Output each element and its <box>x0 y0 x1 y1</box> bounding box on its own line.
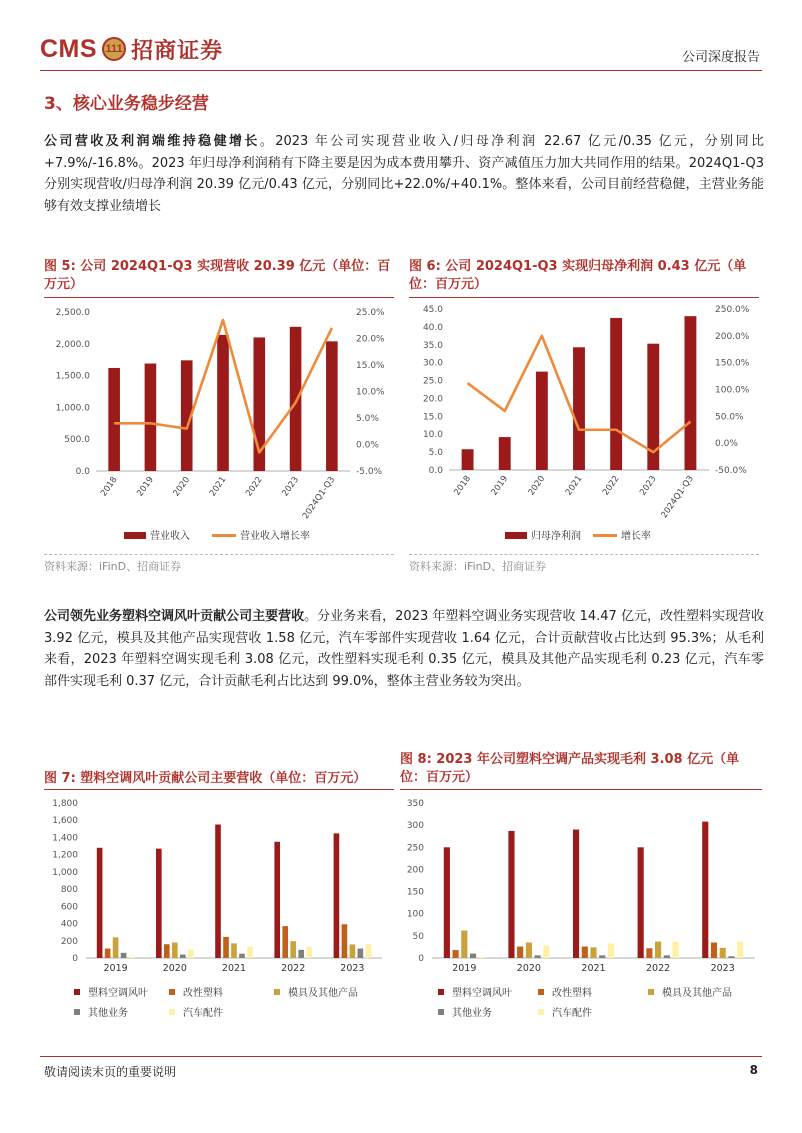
bar <box>188 949 194 958</box>
bar <box>479 957 485 958</box>
y-tick-label: 1,600 <box>52 816 78 827</box>
y-right-tick-label: 0.0% <box>356 440 379 451</box>
y-tick-label: 400 <box>60 919 78 930</box>
bar <box>290 327 302 471</box>
legend-label: 其他业务 <box>452 1008 492 1019</box>
x-tick-label: 2023 <box>710 963 735 974</box>
x-tick-label: 2023 <box>638 473 659 498</box>
bar <box>543 946 549 958</box>
y-right-tick-label: 20.0% <box>356 334 385 345</box>
x-tick-label: 2020 <box>516 963 541 974</box>
x-tick-label: 2021 <box>221 963 247 974</box>
x-tick-label: 2021 <box>207 474 229 499</box>
y-left-tick-label: 20.0 <box>422 394 443 405</box>
y-right-tick-label: 0.0% <box>715 439 738 450</box>
y-left-tick-label: 0.0 <box>428 466 443 476</box>
bar <box>461 931 467 958</box>
x-tick-label: 2024Q1-Q3 <box>300 474 338 522</box>
bar <box>282 926 288 958</box>
bar <box>366 944 372 958</box>
y-tick-label: 0 <box>72 954 78 964</box>
bar <box>298 950 304 958</box>
y-left-tick-label: 45.0 <box>422 305 443 315</box>
x-tick-label: 2022 <box>244 474 265 499</box>
bar <box>113 937 119 958</box>
y-tick-label: 0 <box>418 954 424 964</box>
figure-6-dashed-rule <box>409 554 759 555</box>
legend-swatch <box>169 1009 175 1015</box>
bar <box>508 831 514 958</box>
bar <box>247 947 253 958</box>
logo-text: CMS <box>40 34 98 63</box>
bar <box>350 944 356 958</box>
figure-5-title: 图 5: 公司 2024Q1-Q3 实现营收 20.39 亿元（单位：百万元） <box>44 259 391 292</box>
x-tick-label: 2020 <box>526 473 548 498</box>
x-tick-label: 2020 <box>171 474 193 499</box>
y-left-tick-label: 30.0 <box>422 358 443 369</box>
y-right-tick-label: 150.0% <box>715 358 750 369</box>
legend-swatch <box>274 989 280 995</box>
section-title: 3、核心业务稳步经营 <box>44 94 209 114</box>
bar <box>453 950 459 958</box>
bar <box>728 956 734 958</box>
y-right-tick-label: 25.0% <box>356 308 385 318</box>
chart-fig5 <box>44 300 394 550</box>
y-left-tick-label: 1,000.0 <box>55 403 90 414</box>
y-left-tick-label: 35.0 <box>422 340 443 351</box>
bar <box>573 347 585 470</box>
bar <box>306 947 312 958</box>
y-right-tick-label: 5.0% <box>356 414 379 424</box>
bar <box>470 954 476 958</box>
bar <box>156 849 162 958</box>
figure-7-title: 图 7: 塑料空调风叶贡献公司主要营收（单位：百万元） <box>44 771 367 786</box>
bar <box>105 949 111 958</box>
bar <box>215 825 221 958</box>
figure-5-source: 资料来源：iFinD、招商证券 <box>44 560 182 573</box>
y-tick-label: 1,000 <box>52 867 78 878</box>
bar <box>608 943 614 958</box>
y-tick-label: 250 <box>406 843 424 854</box>
logo-badge-icon: 111 <box>102 37 126 61</box>
x-tick-label: 2019 <box>452 963 477 974</box>
y-left-tick-label: 5.0 <box>428 448 443 459</box>
figure-5-dashed-rule <box>44 554 394 555</box>
bar <box>145 364 157 471</box>
x-tick-label: 2023 <box>340 963 365 974</box>
bar <box>684 316 696 470</box>
legend-swatch-bar <box>124 532 146 539</box>
paragraph-lead: 公司营收及利润端维持稳健增长 <box>44 134 260 149</box>
x-tick-label: 2019 <box>103 963 128 974</box>
bar <box>610 318 622 470</box>
paragraph-business-segments <box>44 606 764 692</box>
bar <box>638 847 644 958</box>
bar <box>655 942 661 958</box>
figure-5-rule <box>44 297 394 298</box>
bar <box>239 954 245 958</box>
bar <box>720 948 726 958</box>
y-tick-label: 1,800 <box>52 799 78 809</box>
legend-label: 汽车配件 <box>183 1008 223 1019</box>
figure-8-title: 图 8: 2023 年公司塑料空调产品实现毛利 3.08 亿元（单位：百万元） <box>400 752 740 785</box>
bar <box>711 943 717 959</box>
legend-label: 营业收入 <box>150 531 190 542</box>
bar <box>646 948 652 958</box>
bar <box>702 822 708 958</box>
chart-fig7 <box>44 792 394 1027</box>
x-tick-label: 2018 <box>98 474 120 499</box>
legend-swatch-bar <box>505 532 527 539</box>
y-right-tick-label: 50.0% <box>715 412 744 423</box>
legend-label: 塑料空调风叶 <box>452 988 512 999</box>
y-left-tick-label: 0.0 <box>75 467 90 477</box>
legend-label: 改性塑料 <box>183 988 223 999</box>
y-left-tick-label: 40.0 <box>422 322 443 333</box>
y-left-tick-label: 500.0 <box>64 435 90 446</box>
x-tick-label: 2022 <box>281 963 306 974</box>
paragraph-revenue-profit <box>44 131 764 217</box>
cms-logo <box>40 32 223 66</box>
bar <box>462 449 474 470</box>
figure-6-title: 图 6: 公司 2024Q1-Q3 实现归母净利润 0.43 亿元（单位：百万元） <box>409 259 747 292</box>
legend-swatch <box>74 1009 80 1015</box>
legend-label: 模具及其他产品 <box>288 988 358 999</box>
header-divider <box>40 70 762 71</box>
paragraph-lead: 公司领先业务塑料空调风叶贡献公司主要营收 <box>44 609 305 624</box>
bar <box>573 830 579 958</box>
bar <box>129 957 135 958</box>
legend-swatch <box>538 989 544 995</box>
bar <box>97 848 103 958</box>
bar <box>164 944 170 958</box>
y-right-tick-label: 250.0% <box>715 305 750 315</box>
x-tick-label: 2021 <box>581 963 606 974</box>
bar <box>582 946 588 958</box>
bar <box>358 949 364 958</box>
bar <box>231 943 237 958</box>
legend-swatch <box>438 1009 444 1015</box>
legend-label: 其他业务 <box>88 1008 128 1019</box>
legend-label: 模具及其他产品 <box>662 988 732 999</box>
legend-label: 塑料空调风叶 <box>88 988 148 999</box>
y-tick-label: 1,400 <box>52 833 78 844</box>
bar <box>121 953 127 958</box>
bar <box>108 368 120 471</box>
y-right-tick-label: 200.0% <box>715 331 750 342</box>
y-tick-label: 300 <box>406 821 424 832</box>
bar <box>326 341 338 471</box>
bar <box>672 942 678 958</box>
x-tick-label: 2020 <box>162 963 187 974</box>
x-tick-label: 2021 <box>563 473 585 498</box>
figure-8-rule <box>400 789 762 790</box>
footer-note: 敬请阅读末页的重要说明 <box>44 1065 177 1079</box>
y-tick-label: 800 <box>60 885 78 896</box>
y-left-tick-label: 2,000.0 <box>55 339 90 350</box>
page-number: 8 <box>749 1063 758 1077</box>
bar <box>217 335 229 471</box>
bar <box>737 942 743 958</box>
legend-label: 归母净利润 <box>531 531 581 542</box>
figure-7-rule <box>44 789 394 790</box>
footer-divider <box>40 1056 762 1057</box>
legend-swatch <box>438 989 444 995</box>
bar <box>590 947 596 958</box>
legend-swatch <box>538 1009 544 1015</box>
bar <box>223 937 229 958</box>
legend-label: 改性塑料 <box>552 988 592 999</box>
y-right-tick-label: -50.0% <box>715 466 747 476</box>
legend-swatch <box>648 989 654 995</box>
x-tick-label: 2022 <box>600 473 622 498</box>
bar <box>172 943 178 959</box>
x-tick-label: 2018 <box>452 473 474 498</box>
y-left-tick-label: 15.0 <box>422 412 443 423</box>
bar <box>535 955 541 958</box>
bar <box>664 955 670 958</box>
legend-label: 汽车配件 <box>552 1008 592 1019</box>
y-left-tick-label: 10.0 <box>422 430 443 441</box>
y-tick-label: 600 <box>60 902 78 913</box>
y-tick-label: 1,200 <box>52 850 78 861</box>
y-tick-label: 50 <box>412 931 424 942</box>
bar <box>599 955 605 958</box>
x-tick-label: 2019 <box>489 473 511 498</box>
chart-fig6 <box>409 300 759 550</box>
bar <box>342 924 348 958</box>
y-tick-label: 100 <box>406 909 424 920</box>
bar <box>334 833 340 958</box>
y-tick-label: 350 <box>406 799 424 809</box>
y-right-tick-label: 10.0% <box>356 387 385 398</box>
bar <box>180 955 186 958</box>
legend-label: 营业收入增长率 <box>240 531 310 542</box>
legend-swatch <box>169 989 175 995</box>
y-right-tick-label: -5.0% <box>356 467 383 477</box>
x-tick-label: 2023 <box>280 474 302 499</box>
x-tick-label: 2022 <box>646 963 671 974</box>
figure-6-rule <box>409 297 759 298</box>
y-tick-label: 150 <box>406 887 424 898</box>
legend-swatch <box>74 989 80 995</box>
y-left-tick-label: 1,500.0 <box>55 371 90 382</box>
bar <box>536 372 548 470</box>
bar <box>274 842 280 958</box>
report-type: 公司深度报告 <box>681 50 760 65</box>
y-tick-label: 200 <box>406 865 424 876</box>
paragraph-body: 。2023 年公司实现营业收入/归母净利润 22.67 亿元/0.35 亿元，分别同比+7.9%/-16.8%。2023 年归母净利润稍有下降主要是因为成本费用攀升、资产减值压力加大共同作用的结果。2024Q1-Q3 分别实现营收/归母净利润 20.39 亿元/0.43 亿元，分别同比+22.0%/+40.1%。整体来看，公司目前经营稳健，主营业务能够有效支撑业绩增长 <box>44 134 764 214</box>
x-tick-label: 2024Q1-Q3 <box>659 473 696 521</box>
y-right-tick-label: 15.0% <box>356 361 385 371</box>
paragraph-body: 。分业务来看，2023 年塑料空调业务实现营收 14.47 亿元，改性塑料实现营收 3.92 亿元，模具及其他产品实现营收 1.58 亿元，汽车零部件实现营收 1.64 亿元，合计贡献营收占比达到 95.3%；从毛利来看，2023 年塑料空调实现毛利 3.08 亿元，改性塑料实现毛利 0.35 亿元，模具及其他产品实现毛利 0.23 亿元，汽车零部件实现毛利 0.37 亿元，合计贡献毛利占比达到 99.0%，整体主营业务较为突出。 <box>44 609 764 689</box>
bar <box>526 943 532 959</box>
figure-6-source: 资料来源：iFinD、招商证券 <box>409 560 547 573</box>
y-left-tick-label: 25.0 <box>422 376 443 387</box>
logo-chinese-name: 招商证券 <box>131 38 224 64</box>
bar <box>290 941 296 958</box>
legend-label: 增长率 <box>621 531 651 542</box>
bar <box>499 437 511 470</box>
chart-fig8 <box>400 792 762 1027</box>
y-left-tick-label: 2,500.0 <box>55 308 90 318</box>
x-tick-label: 2019 <box>135 474 156 499</box>
y-tick-label: 200 <box>60 936 78 947</box>
bar <box>517 946 523 958</box>
bar <box>444 847 450 958</box>
y-right-tick-label: 100.0% <box>715 385 750 396</box>
